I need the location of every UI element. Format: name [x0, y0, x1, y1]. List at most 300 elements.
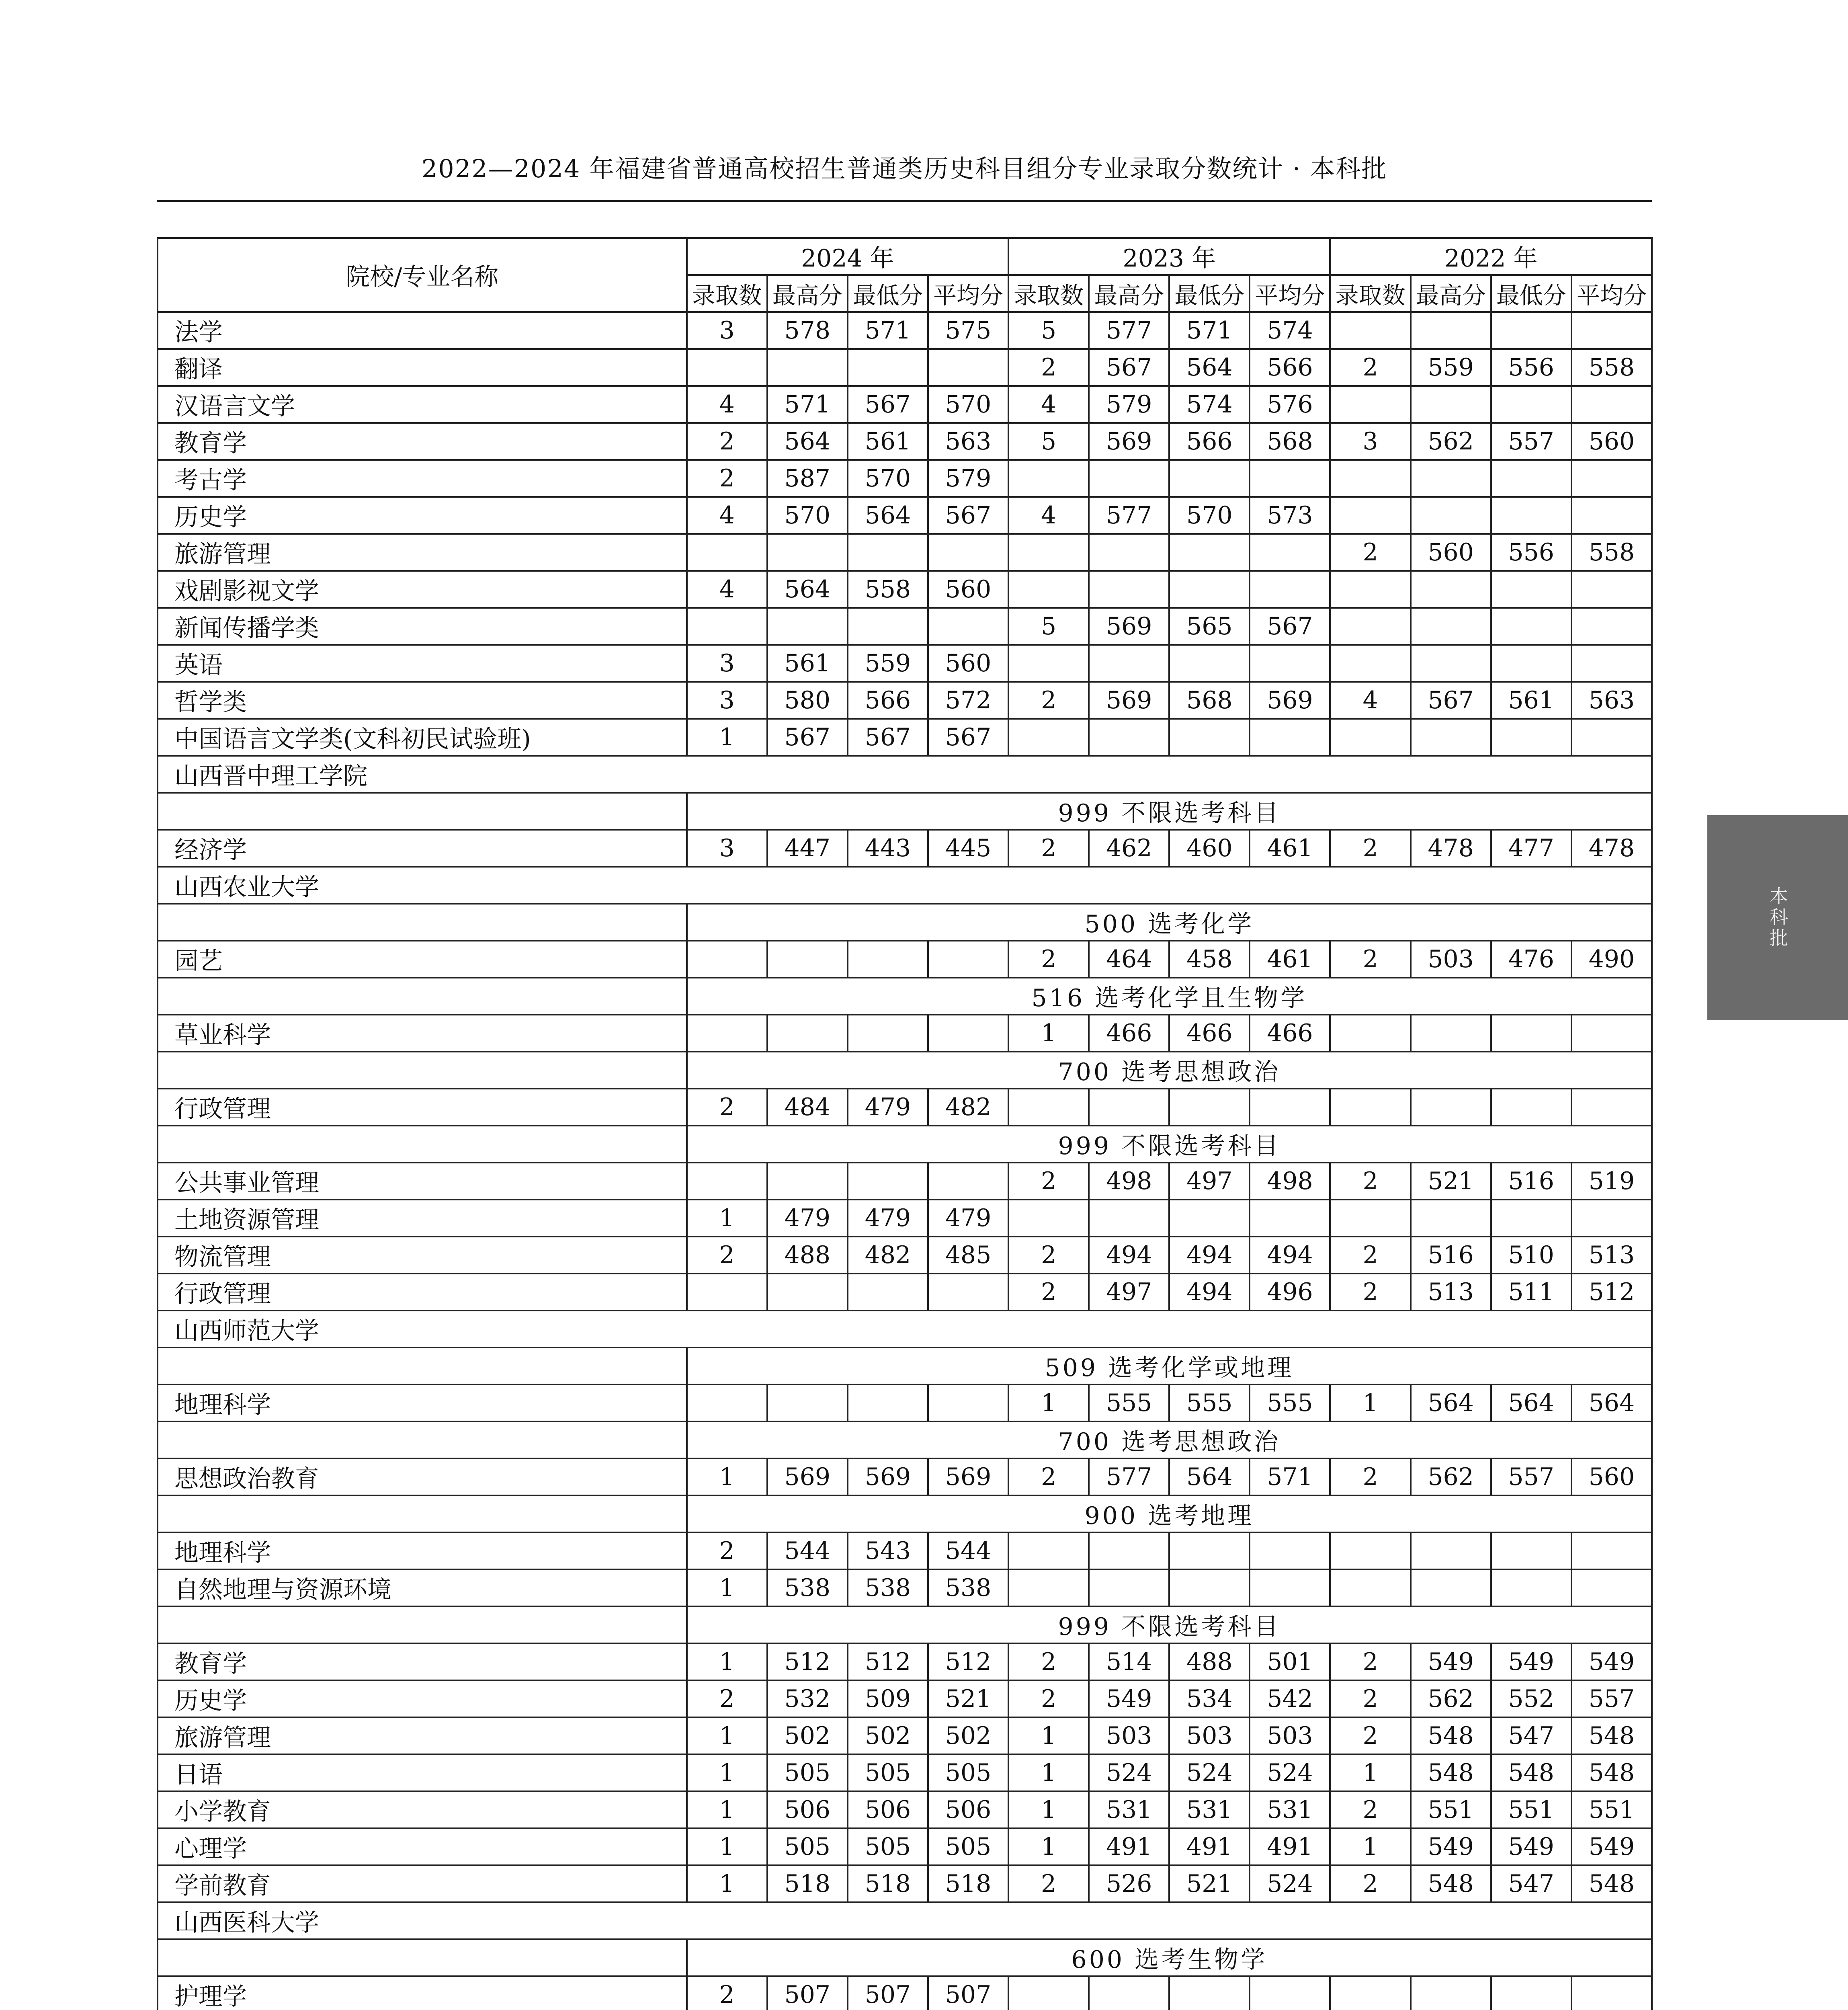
score-cell: 518 — [767, 1865, 848, 1902]
score-cell: 1 — [687, 1643, 767, 1680]
score-cell — [687, 1274, 767, 1311]
score-cell — [848, 1274, 928, 1311]
school-name: 山西师范大学 — [158, 1311, 1652, 1348]
table-row — [158, 1791, 1652, 1828]
score-cell: 505 — [928, 1828, 1008, 1865]
score-cell: 503 — [1169, 1717, 1250, 1754]
subject-requirement-row — [158, 1421, 1652, 1458]
score-cell: 3 — [687, 830, 767, 867]
score-cell: 549 — [1089, 1680, 1169, 1717]
score-cell — [1330, 645, 1410, 682]
score-cell — [687, 941, 767, 978]
score-cell — [1330, 312, 1410, 349]
major-name: 中国语言文学类(文科初民试验班) — [158, 719, 687, 756]
score-cell: 575 — [928, 312, 1008, 349]
min-score-header: 最低分 — [848, 275, 928, 312]
score-cell: 542 — [1250, 1680, 1330, 1717]
score-cell — [1411, 460, 1491, 497]
score-cell: 562 — [1411, 423, 1491, 460]
score-cell: 1 — [1330, 1754, 1410, 1791]
score-cell: 494 — [1089, 1237, 1169, 1274]
score-cell: 491 — [1250, 1828, 1330, 1865]
score-cell: 557 — [1491, 423, 1571, 460]
score-cell — [1411, 1089, 1491, 1126]
year-header-row — [158, 238, 1652, 275]
score-cell — [1491, 719, 1571, 756]
table-row — [158, 1643, 1652, 1680]
score-cell: 549 — [1571, 1643, 1652, 1680]
score-cell — [1089, 645, 1169, 682]
score-cell: 555 — [1250, 1384, 1330, 1421]
subject-requirement: 516 选考化学且生物学 — [687, 978, 1652, 1015]
score-cell — [767, 608, 848, 645]
score-cell: 4 — [1330, 682, 1410, 719]
score-cell — [1491, 608, 1571, 645]
score-cell: 466 — [1089, 1015, 1169, 1052]
score-cell: 1 — [687, 719, 767, 756]
avg-score-header: 平均分 — [1250, 275, 1330, 312]
score-cell — [767, 1015, 848, 1052]
score-cell: 5 — [1008, 423, 1089, 460]
score-cell: 4 — [687, 571, 767, 608]
score-cell — [767, 534, 848, 571]
major-name: 日语 — [158, 1754, 687, 1791]
score-cell — [1169, 1569, 1250, 1606]
score-cell — [1008, 460, 1089, 497]
major-name: 考古学 — [158, 460, 687, 497]
table-row — [158, 1458, 1652, 1495]
score-cell: 567 — [848, 719, 928, 756]
major-name: 地理科学 — [158, 1384, 687, 1421]
score-cell — [1330, 1569, 1410, 1606]
score-cell: 2 — [1330, 830, 1410, 867]
score-cell: 543 — [848, 1532, 928, 1569]
score-cell: 524 — [1250, 1865, 1330, 1902]
major-name: 土地资源管理 — [158, 1200, 687, 1237]
admitted-count-header: 录取数 — [687, 275, 767, 312]
year-2023-header: 2023 年 — [1008, 238, 1330, 275]
score-cell: 506 — [848, 1791, 928, 1828]
major-name: 汉语言文学 — [158, 386, 687, 423]
score-cell — [1571, 608, 1652, 645]
score-cell: 559 — [848, 645, 928, 682]
score-cell — [1571, 1200, 1652, 1237]
score-cell: 548 — [1571, 1865, 1652, 1902]
score-cell — [1330, 1200, 1410, 1237]
score-cell: 466 — [1169, 1015, 1250, 1052]
blank-cell — [158, 1052, 687, 1089]
score-cell: 506 — [767, 1791, 848, 1828]
table-row — [158, 682, 1652, 719]
major-name: 翻译 — [158, 349, 687, 386]
score-cell: 564 — [1169, 349, 1250, 386]
score-cell: 555 — [1169, 1384, 1250, 1421]
score-cell — [1008, 1976, 1089, 2010]
score-cell — [1169, 571, 1250, 608]
score-cell: 506 — [928, 1791, 1008, 1828]
score-cell — [687, 1163, 767, 1200]
score-cell — [1491, 645, 1571, 682]
score-cell: 557 — [1571, 1680, 1652, 1717]
major-name: 戏剧影视文学 — [158, 571, 687, 608]
school-row — [158, 1311, 1652, 1348]
score-cell: 571 — [1169, 312, 1250, 349]
score-cell: 564 — [1571, 1384, 1652, 1421]
score-cell: 572 — [928, 682, 1008, 719]
score-cell: 2 — [1330, 1163, 1410, 1200]
score-cell: 4 — [687, 497, 767, 534]
score-cell: 560 — [928, 645, 1008, 682]
score-cell: 564 — [767, 571, 848, 608]
score-cell: 461 — [1250, 830, 1330, 867]
score-cell: 478 — [1571, 830, 1652, 867]
score-cell: 509 — [848, 1680, 928, 1717]
score-cell: 561 — [848, 423, 928, 460]
score-cell: 549 — [1491, 1828, 1571, 1865]
min-score-header: 最低分 — [1491, 275, 1571, 312]
score-cell: 2 — [687, 1680, 767, 1717]
score-cell: 476 — [1491, 941, 1571, 978]
table-body — [158, 312, 1652, 2010]
score-cell: 485 — [928, 1237, 1008, 1274]
score-cell: 521 — [1169, 1865, 1250, 1902]
score-cell — [1089, 1089, 1169, 1126]
score-cell — [1571, 1015, 1652, 1052]
subject-requirement-row — [158, 793, 1652, 830]
score-cell: 502 — [928, 1717, 1008, 1754]
score-cell: 511 — [1491, 1274, 1571, 1311]
score-cell: 524 — [1250, 1754, 1330, 1791]
score-cell: 521 — [1411, 1163, 1491, 1200]
score-cell: 570 — [767, 497, 848, 534]
table-row — [158, 1828, 1652, 1865]
score-cell: 1 — [687, 1569, 767, 1606]
score-cell: 490 — [1571, 941, 1652, 978]
major-name: 思想政治教育 — [158, 1458, 687, 1495]
score-cell: 1 — [1008, 1384, 1089, 1421]
score-cell: 531 — [1089, 1791, 1169, 1828]
major-name: 法学 — [158, 312, 687, 349]
score-cell: 558 — [1571, 349, 1652, 386]
score-cell: 569 — [1089, 608, 1169, 645]
score-cell — [1571, 571, 1652, 608]
score-cell: 567 — [1411, 682, 1491, 719]
score-cell: 579 — [1089, 386, 1169, 423]
subject-requirement: 509 选考化学或地理 — [687, 1348, 1652, 1384]
score-cell: 507 — [767, 1976, 848, 2010]
score-cell: 571 — [1250, 1458, 1330, 1495]
score-cell: 488 — [1169, 1643, 1250, 1680]
score-cell: 503 — [1250, 1717, 1330, 1754]
score-cell: 567 — [767, 719, 848, 756]
score-cell: 518 — [848, 1865, 928, 1902]
score-cell: 518 — [928, 1865, 1008, 1902]
score-cell — [1250, 719, 1330, 756]
score-cell: 565 — [1169, 608, 1250, 645]
score-cell: 512 — [928, 1643, 1008, 1680]
score-cell: 501 — [1250, 1643, 1330, 1680]
major-name: 历史学 — [158, 497, 687, 534]
score-cell — [1169, 1089, 1250, 1126]
score-cell: 505 — [848, 1828, 928, 1865]
year-2024-header: 2024 年 — [687, 238, 1008, 275]
score-cell — [1008, 571, 1089, 608]
score-cell: 507 — [848, 1976, 928, 2010]
score-cell: 1 — [1008, 1015, 1089, 1052]
subject-requirement: 700 选考思想政治 — [687, 1052, 1652, 1089]
major-name: 旅游管理 — [158, 1717, 687, 1754]
score-cell: 538 — [928, 1569, 1008, 1606]
score-cell — [928, 1015, 1008, 1052]
score-cell: 516 — [1411, 1237, 1491, 1274]
major-name: 地理科学 — [158, 1532, 687, 1569]
score-cell: 548 — [1411, 1865, 1491, 1902]
score-cell — [1330, 719, 1410, 756]
score-cell: 1 — [1008, 1754, 1089, 1791]
score-cell — [1008, 1089, 1089, 1126]
score-cell: 567 — [1250, 608, 1330, 645]
score-cell: 2 — [1330, 1458, 1410, 1495]
score-cell — [1571, 719, 1652, 756]
score-cell: 564 — [1491, 1384, 1571, 1421]
score-cell: 567 — [928, 719, 1008, 756]
score-cell: 576 — [1250, 386, 1330, 423]
score-cell — [1571, 460, 1652, 497]
score-cell: 549 — [1411, 1828, 1491, 1865]
score-cell — [1008, 719, 1089, 756]
score-cell: 561 — [1491, 682, 1571, 719]
table-row — [158, 1200, 1652, 1237]
score-cell: 502 — [767, 1717, 848, 1754]
score-cell: 577 — [1089, 1458, 1169, 1495]
score-cell — [1411, 386, 1491, 423]
blank-cell — [158, 1126, 687, 1163]
score-cell: 479 — [848, 1089, 928, 1126]
table-row — [158, 1532, 1652, 1569]
score-cell — [1250, 1569, 1330, 1606]
score-cell — [1571, 645, 1652, 682]
score-cell: 563 — [928, 423, 1008, 460]
score-cell: 2 — [1008, 1643, 1089, 1680]
score-cell: 513 — [1411, 1274, 1491, 1311]
score-cell — [1169, 645, 1250, 682]
table-row — [158, 1163, 1652, 1200]
score-cell: 566 — [1169, 423, 1250, 460]
score-cell: 560 — [1571, 423, 1652, 460]
score-cell: 479 — [767, 1200, 848, 1237]
score-cell: 558 — [848, 571, 928, 608]
score-cell: 549 — [1491, 1643, 1571, 1680]
major-name: 小学教育 — [158, 1791, 687, 1828]
subject-requirement: 999 不限选考科目 — [687, 793, 1652, 830]
score-cell: 534 — [1169, 1680, 1250, 1717]
admitted-count-header: 录取数 — [1008, 275, 1089, 312]
score-cell: 568 — [1169, 682, 1250, 719]
score-cell: 531 — [1250, 1791, 1330, 1828]
subject-requirement-row — [158, 1939, 1652, 1976]
score-cell — [1491, 571, 1571, 608]
score-cell: 579 — [928, 460, 1008, 497]
score-cell: 2 — [1330, 1717, 1410, 1754]
score-cell: 5 — [1008, 312, 1089, 349]
score-cell — [767, 349, 848, 386]
subject-requirement-row — [158, 1348, 1652, 1384]
score-cell: 2 — [1008, 349, 1089, 386]
score-cell: 564 — [848, 497, 928, 534]
table-row — [158, 1717, 1652, 1754]
subject-requirement-row — [158, 1126, 1652, 1163]
score-cell: 519 — [1571, 1163, 1652, 1200]
major-name: 经济学 — [158, 830, 687, 867]
score-cell: 549 — [1571, 1828, 1652, 1865]
score-cell — [1571, 386, 1652, 423]
score-cell: 512 — [1571, 1274, 1652, 1311]
score-cell — [1411, 1976, 1491, 2010]
page-title: 2022—2024 年福建省普通高校招生普通类历史科目组分专业录取分数统计 · 本科批 — [421, 154, 1387, 183]
score-cell: 2 — [1330, 1680, 1410, 1717]
table-row — [158, 312, 1652, 349]
score-cell: 571 — [767, 386, 848, 423]
score-cell: 4 — [1008, 497, 1089, 534]
score-cell — [1411, 1200, 1491, 1237]
score-cell: 2 — [1330, 349, 1410, 386]
score-cell: 547 — [1491, 1717, 1571, 1754]
subject-requirement: 999 不限选考科目 — [687, 1606, 1652, 1643]
score-cell — [1330, 460, 1410, 497]
table-row — [158, 645, 1652, 682]
score-cell: 462 — [1089, 830, 1169, 867]
score-cell: 461 — [1250, 941, 1330, 978]
score-cell: 544 — [928, 1532, 1008, 1569]
max-score-header: 最高分 — [767, 275, 848, 312]
score-cell: 548 — [1411, 1717, 1491, 1754]
score-cell: 516 — [1491, 1163, 1571, 1200]
score-cell: 2 — [1008, 1274, 1089, 1311]
score-cell: 524 — [1089, 1754, 1169, 1791]
major-name: 行政管理 — [158, 1089, 687, 1126]
score-cell: 569 — [928, 1458, 1008, 1495]
score-cell — [1491, 1089, 1571, 1126]
score-cell — [1571, 1976, 1652, 2010]
blank-cell — [158, 1421, 687, 1458]
major-name: 英语 — [158, 645, 687, 682]
score-cell — [1250, 1532, 1330, 1569]
score-cell — [1250, 645, 1330, 682]
score-cell — [1169, 534, 1250, 571]
table-row — [158, 608, 1652, 645]
score-cell: 1 — [687, 1458, 767, 1495]
table-row — [158, 571, 1652, 608]
table-row — [158, 1089, 1652, 1126]
score-cell — [767, 1384, 848, 1421]
score-cell: 580 — [767, 682, 848, 719]
subject-requirement-row — [158, 1495, 1652, 1532]
score-cell: 503 — [1411, 941, 1491, 978]
max-score-header: 最高分 — [1411, 275, 1491, 312]
side-tab — [1707, 815, 1848, 1020]
score-cell: 1 — [1008, 1717, 1089, 1754]
score-cell: 478 — [1411, 830, 1491, 867]
score-cell: 5 — [1008, 608, 1089, 645]
score-cell: 1 — [1330, 1828, 1410, 1865]
score-cell: 544 — [767, 1532, 848, 1569]
score-cell — [1089, 1532, 1169, 1569]
table-row — [158, 1680, 1652, 1717]
subject-requirement-row — [158, 1606, 1652, 1643]
major-name: 行政管理 — [158, 1274, 687, 1311]
score-cell: 566 — [848, 682, 928, 719]
table-row — [158, 1754, 1652, 1791]
score-cell — [848, 1163, 928, 1200]
score-cell — [928, 941, 1008, 978]
table-row — [158, 460, 1652, 497]
score-cell: 548 — [1491, 1754, 1571, 1791]
score-cell — [1571, 1569, 1652, 1606]
score-cell — [1008, 534, 1089, 571]
score-cell: 570 — [1169, 497, 1250, 534]
table-row — [158, 1015, 1652, 1052]
score-cell: 460 — [1169, 830, 1250, 867]
table-row — [158, 1976, 1652, 2010]
score-cell — [848, 534, 928, 571]
score-cell — [928, 608, 1008, 645]
score-cell: 514 — [1089, 1643, 1169, 1680]
score-cell: 524 — [1169, 1754, 1250, 1791]
score-cell — [848, 941, 928, 978]
score-cell — [928, 1384, 1008, 1421]
score-cell: 560 — [1571, 1458, 1652, 1495]
subject-requirement-row — [158, 904, 1652, 941]
score-cell: 2 — [1008, 1458, 1089, 1495]
major-name: 护理学 — [158, 1976, 687, 2010]
score-cell: 4 — [687, 386, 767, 423]
major-name: 心理学 — [158, 1828, 687, 1865]
score-cell — [767, 941, 848, 978]
score-cell: 1 — [687, 1717, 767, 1754]
score-cell — [1411, 645, 1491, 682]
school-row — [158, 756, 1652, 793]
score-cell: 547 — [1491, 1865, 1571, 1902]
score-cell — [687, 349, 767, 386]
score-cell: 569 — [1089, 682, 1169, 719]
score-cell — [848, 608, 928, 645]
table-row — [158, 1274, 1652, 1311]
score-cell: 556 — [1491, 534, 1571, 571]
score-cell — [928, 1163, 1008, 1200]
table-row — [158, 386, 1652, 423]
blank-cell — [158, 1495, 687, 1532]
score-cell: 2 — [1008, 1237, 1089, 1274]
header-rule — [157, 200, 1652, 202]
avg-score-header: 平均分 — [928, 275, 1008, 312]
score-cell: 507 — [928, 1976, 1008, 2010]
score-cell: 558 — [1571, 534, 1652, 571]
score-cell: 2 — [687, 1532, 767, 1569]
score-cell: 479 — [928, 1200, 1008, 1237]
score-cell: 2 — [1008, 1865, 1089, 1902]
blank-cell — [158, 904, 687, 941]
score-cell: 2 — [1330, 1865, 1410, 1902]
score-cell — [1089, 1976, 1169, 2010]
blank-cell — [158, 1606, 687, 1643]
score-cell: 561 — [767, 645, 848, 682]
score-cell — [928, 534, 1008, 571]
table-row — [158, 423, 1652, 460]
score-cell: 1 — [687, 1200, 767, 1237]
subject-requirement: 500 选考化学 — [687, 904, 1652, 941]
score-cell: 494 — [1250, 1237, 1330, 1274]
score-cell — [848, 1384, 928, 1421]
